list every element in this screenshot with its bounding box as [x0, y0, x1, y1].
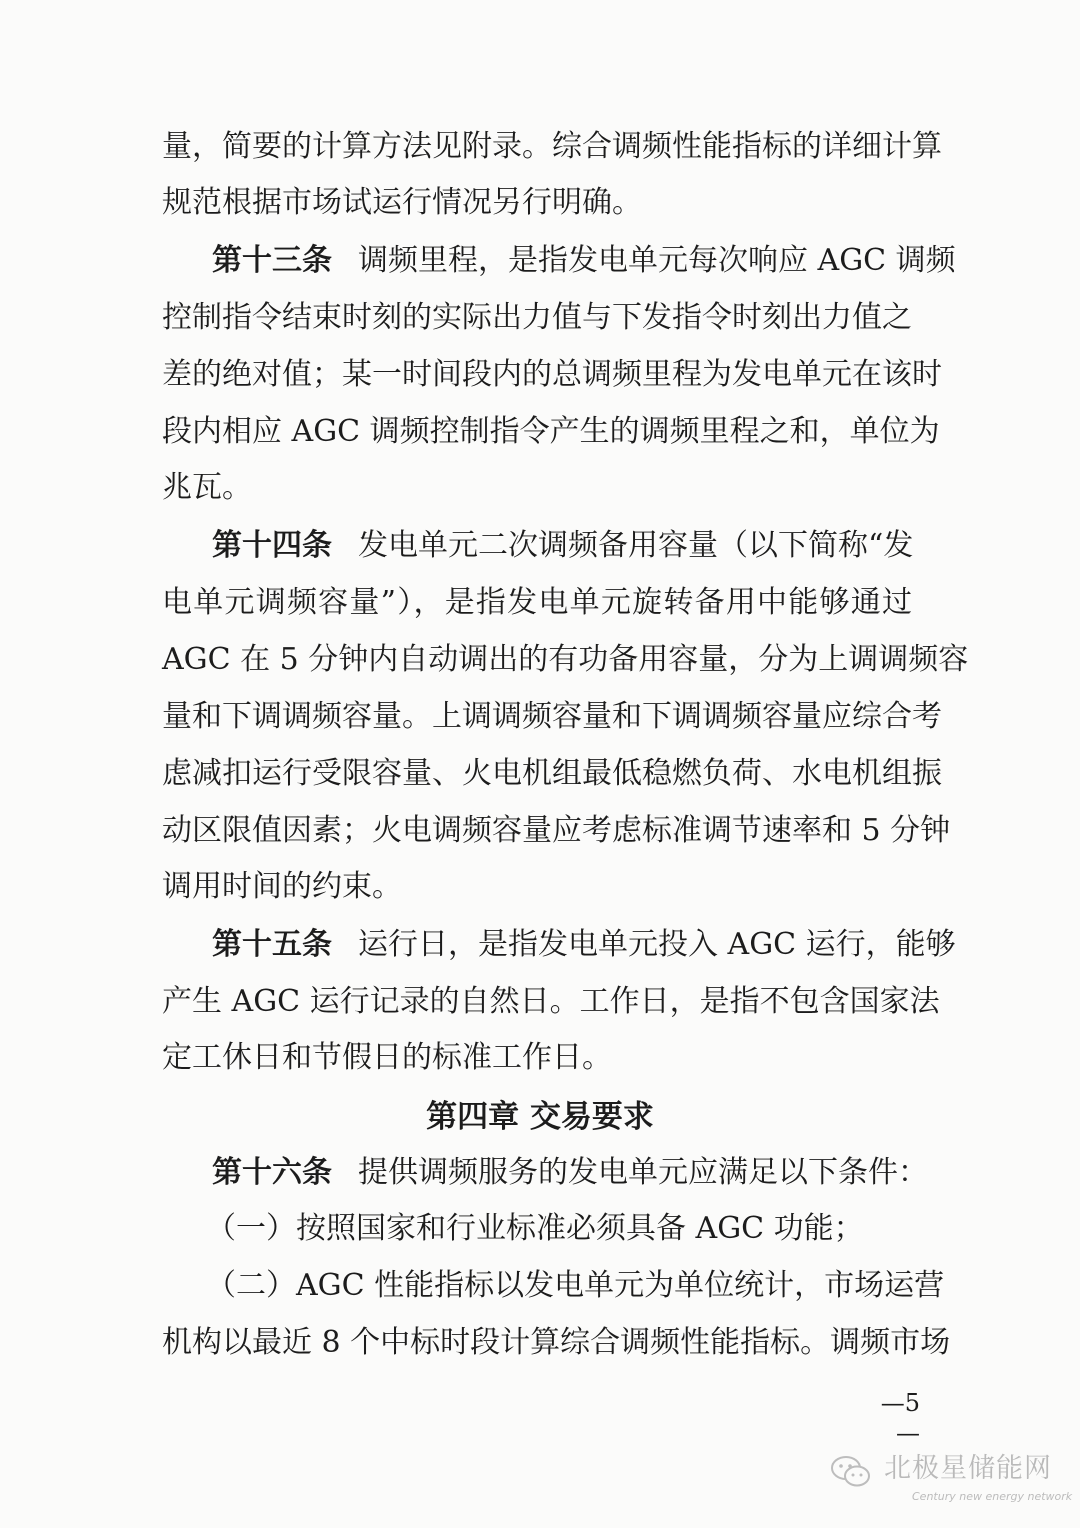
text-line: 调频里程，是指发电单元每次响应 AGC 调频 [358, 243, 956, 278]
wechat-icon [830, 1454, 872, 1490]
watermark-subtitle: Century new energy network [912, 1490, 1073, 1503]
text-line: 控制指令结束时刻的实际出力值与下发指令时刻出力值之 [162, 300, 912, 335]
text-line: 虑减扣运行受限容量、火电机组最低稳燃负荷、水电机组振 [162, 756, 942, 791]
article-15-heading: 第十五条 [212, 927, 332, 962]
text-line: 调用时间的约束。 [162, 869, 402, 904]
watermark [812, 1438, 1072, 1518]
article-13-heading: 第十三条 [212, 243, 332, 278]
list-item: （二）AGC 性能指标以发电单元为单位统计，市场运营 [206, 1268, 945, 1303]
text-line: 规范根据市场试运行情况另行明确。 [162, 185, 642, 220]
text-line: 提供调频服务的发电单元应满足以下条件： [358, 1155, 928, 1190]
page-number: —5— [880, 1389, 920, 1447]
list-item: （一）按照国家和行业标准必须具备 AGC 功能； [206, 1211, 864, 1246]
text-line: 兆瓦。 [162, 470, 252, 505]
text-line: 发电单元二次调频备用容量（以下简称“发 [358, 528, 914, 563]
text-line: 产生 AGC 运行记录的自然日。工作日，是指不包含国家法 [162, 984, 940, 1019]
article-14-first-line [212, 526, 912, 566]
article-16-heading: 第十六条 [212, 1155, 332, 1190]
text-line: 段内相应 AGC 调频控制指令产生的调频里程之和，单位为 [162, 414, 940, 449]
text-line: 差的绝对值；某一时间段内的总调频里程为发电单元在该时 [162, 357, 942, 392]
article-16-first-line [212, 1153, 928, 1193]
text-line: 定工休日和节假日的标准工作日。 [162, 1040, 612, 1075]
text-line: 电单元调频容量”），是指发电单元旋转备用中能够通过 [162, 585, 912, 620]
article-14-heading: 第十四条 [212, 528, 332, 563]
text-line: 量，简要的计算方法见附录。综合调频性能指标的详细计算 [162, 129, 942, 164]
watermark-title: 北极星储能网 [884, 1453, 1052, 1484]
text-line: AGC 在 5 分钟内自动调出的有功备用容量，分为上调调频容 [162, 642, 969, 677]
text-line: 机构以最近 8 个中标时段计算综合调频性能指标。调频市场 [162, 1325, 951, 1360]
text-line: 量和下调调频容量。上调调频容量和下调调频容量应综合考 [162, 699, 942, 734]
article-15-first-line [212, 925, 956, 965]
chapter-title: 第四章 交易要求 [426, 1099, 654, 1135]
text-line: 动区限值因素；火电调频容量应考虑标准调节速率和 5 分钟 [162, 813, 951, 848]
text-line: 运行日，是指发电单元投入 AGC 运行，能够 [358, 927, 956, 962]
article-13-first-line [212, 241, 956, 281]
